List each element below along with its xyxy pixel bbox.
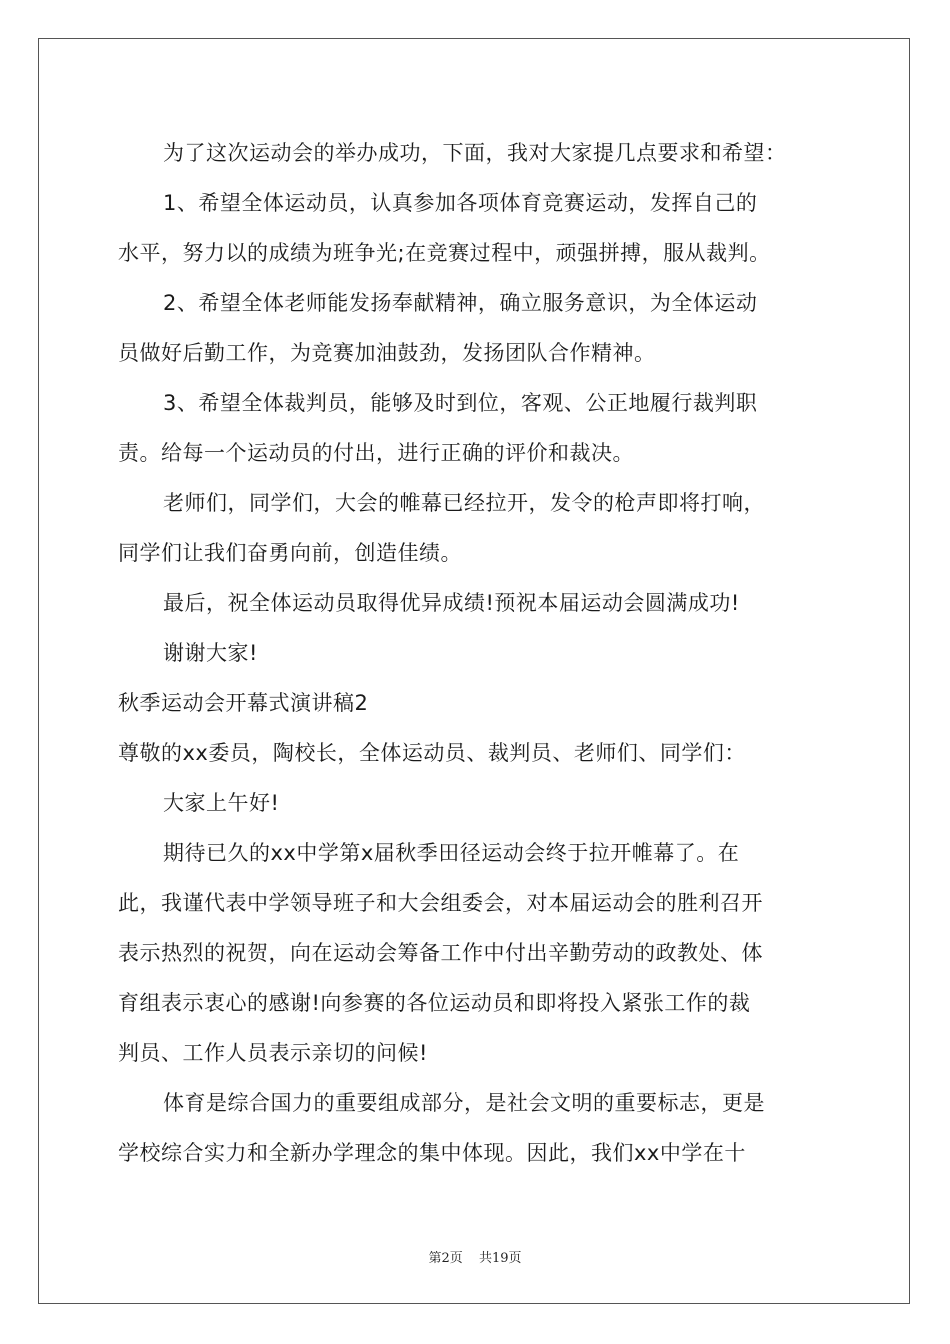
text-line: 期待已久的xx中学第x届秋季田径运动会终于拉开帷幕了。在: [163, 841, 740, 865]
text-line: 学校综合实力和全新办学理念的集中体现。因此，我们xx中学在十: [118, 1141, 746, 1165]
text-line: 此，我谨代表中学领导班子和大会组委会，对本届运动会的胜利召开: [118, 891, 763, 915]
text-line: 最后，祝全体运动员取得优异成绩!预祝本届运动会圆满成功!: [163, 591, 740, 615]
page-footer: [0, 1247, 950, 1266]
text-line: 2、希望全体老师能发扬奉献精神，确立服务意识，为全体运动: [163, 291, 758, 315]
text-line: 同学们让我们奋勇向前，创造佳绩。: [118, 541, 462, 565]
text-line: 责。给每一个运动员的付出，进行正确的评价和裁决。: [118, 441, 634, 465]
text-line: 表示热烈的祝贺，向在运动会筹备工作中付出辛勤劳动的政教处、体: [118, 941, 763, 965]
text-line: 水平，努力以的成绩为班争光;在竞赛过程中，顽强拼搏，服从裁判。: [118, 241, 771, 265]
section-heading: 秋季运动会开幕式演讲稿2: [118, 691, 369, 715]
text-line: 员做好后勤工作，为竞赛加油鼓劲，发扬团队合作精神。: [118, 341, 656, 365]
document-body: [118, 128, 838, 1178]
text-line: 1、希望全体运动员，认真参加各项体育竞赛运动，发挥自己的: [163, 191, 758, 215]
text-line: 谢谢大家!: [163, 641, 258, 665]
text-line: 体育是综合国力的重要组成部分，是社会文明的重要标志，更是: [163, 1091, 765, 1115]
text-line: 判员、工作人员表示亲切的问候!: [118, 1041, 428, 1065]
page-number-total: 共19页: [478, 1251, 522, 1266]
text-line: 3、希望全体裁判员，能够及时到位，客观、公正地履行裁判职: [163, 391, 758, 415]
salutation-line: 尊敬的xx委员，陶校长，全体运动员、裁判员、老师们、同学们：: [118, 741, 746, 765]
text-line: 老师们，同学们，大会的帷幕已经拉开，发令的枪声即将打响，: [163, 491, 765, 515]
page-number-current: 第2页: [428, 1251, 463, 1266]
text-line: 大家上午好!: [163, 791, 280, 815]
text-line: 为了这次运动会的举办成功，下面，我对大家提几点要求和希望：: [163, 141, 787, 165]
text-line: 育组表示衷心的感谢!向参赛的各位运动员和即将投入紧张工作的裁: [118, 991, 751, 1015]
